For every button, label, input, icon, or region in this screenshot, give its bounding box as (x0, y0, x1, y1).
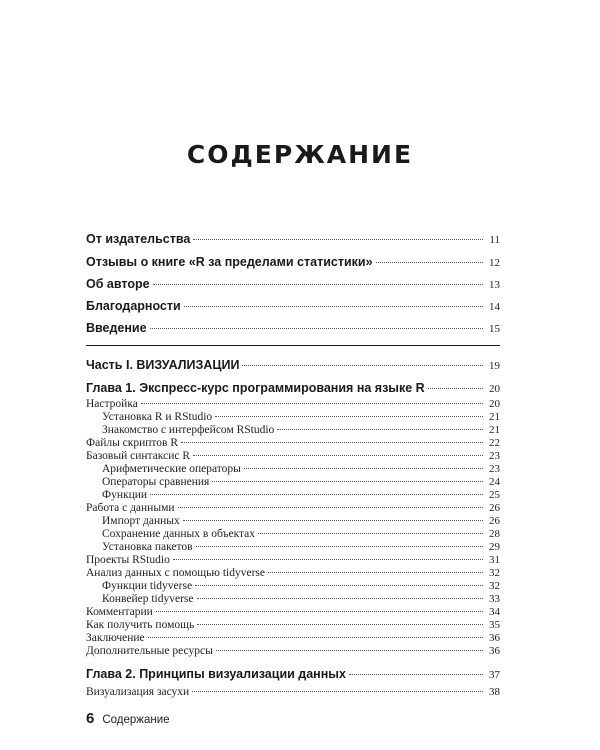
toc-entry[interactable] (86, 515, 500, 527)
toc-entry-label: Импорт данных (102, 515, 180, 527)
toc-entry[interactable] (86, 277, 500, 291)
toc-entry[interactable] (86, 476, 500, 488)
toc-entry-page: 11 (489, 234, 500, 246)
toc-entry-page: 36 (489, 632, 500, 644)
toc-entry-label: Визуализация засухи (86, 686, 190, 698)
toc-entry-page: 29 (489, 541, 500, 553)
leader-dots (141, 403, 483, 404)
toc-entry-label: Файлы скриптов R (86, 437, 179, 449)
leader-dots (258, 533, 483, 534)
toc-entry-label: От издательства (86, 232, 191, 246)
toc-entry-page: 35 (489, 619, 500, 631)
toc-entry-page: 37 (489, 669, 500, 681)
toc-entry-page: 33 (489, 593, 500, 605)
toc-entry-label: Дополнительные ресурсы (86, 645, 213, 657)
leader-dots (148, 637, 483, 638)
leader-dots (173, 559, 483, 560)
toc-entry-page: 24 (489, 476, 500, 488)
toc-entry-page: 12 (489, 257, 500, 269)
leader-dots (242, 365, 483, 366)
toc-entry-label: Работа с данными (86, 502, 175, 514)
toc-entry[interactable] (86, 580, 500, 592)
toc-entry-label: Анализ данных с помощью tidyverse (86, 567, 266, 579)
leader-dots (156, 611, 483, 612)
leader-dots (215, 416, 483, 417)
toc-entry-page: 20 (489, 398, 500, 410)
leader-dots (192, 691, 483, 692)
toc-chapter-entry[interactable] (86, 381, 500, 395)
leader-dots (197, 624, 483, 625)
toc-entry-label: Установка пакетов (102, 541, 193, 553)
toc-entry-page: 26 (489, 502, 500, 514)
leader-dots (212, 481, 483, 482)
leader-dots (181, 442, 483, 443)
toc-entry[interactable] (86, 424, 500, 436)
leader-dots (376, 262, 483, 263)
toc-entry[interactable] (86, 645, 500, 657)
toc-entry[interactable] (86, 255, 500, 269)
toc-entry-label: Благодарности (86, 299, 181, 313)
toc-entry-label: Конвейер tidyverse (102, 593, 194, 605)
toc-entry-page: 25 (489, 489, 500, 501)
toc-entry[interactable] (86, 593, 500, 605)
toc-entry-page: 19 (489, 360, 500, 372)
toc-entry[interactable] (86, 567, 500, 579)
toc-entry-label: Установка R и RStudio (102, 411, 213, 423)
toc-entry-label: Знакомство с интерфейсом RStudio (102, 424, 275, 436)
toc-entry-page: 36 (489, 645, 500, 657)
toc-entry[interactable] (86, 606, 500, 618)
toc-entry-label: Проекты RStudio (86, 554, 170, 566)
toc-entry-page: 26 (489, 515, 500, 527)
leader-dots (193, 239, 483, 240)
toc-entry-label: Сохранение данных в объектах (102, 528, 256, 540)
toc-entry-page: 32 (489, 580, 500, 592)
toc-entry[interactable] (86, 686, 500, 698)
toc-entry-page: 34 (489, 606, 500, 618)
toc-entry[interactable] (86, 450, 500, 462)
toc-entry-page: 32 (489, 567, 500, 579)
leader-dots (196, 546, 483, 547)
leader-dots (184, 306, 483, 307)
toc-entry-page: 21 (489, 411, 500, 423)
toc-entry-label: Глава 2. Принципы визуализации данных (86, 667, 346, 681)
toc-entry-page: 20 (489, 383, 500, 395)
leader-dots (183, 520, 483, 521)
part-divider (86, 345, 500, 346)
leader-dots (244, 468, 483, 469)
toc-entry-page: 15 (489, 323, 500, 335)
toc-entry[interactable] (86, 437, 500, 449)
toc-entry[interactable] (86, 502, 500, 514)
leader-dots (216, 650, 483, 651)
leader-dots (153, 284, 483, 285)
toc-entry[interactable] (86, 398, 500, 410)
toc-entry-label: Функции (102, 489, 148, 501)
toc-entry-page: 31 (489, 554, 500, 566)
toc-entry-page: 23 (489, 463, 500, 475)
toc-part-entry[interactable] (86, 358, 500, 372)
toc-entry[interactable] (86, 489, 500, 501)
leader-dots (197, 598, 483, 599)
toc-entry-label: Комментарии (86, 606, 153, 618)
leader-dots (150, 494, 483, 495)
toc-entry-label: Об авторе (86, 277, 150, 291)
toc-chapter-entry[interactable] (86, 667, 500, 681)
toc-entry[interactable] (86, 632, 500, 644)
toc-entry-page: 14 (489, 301, 500, 313)
toc-entry-label: Часть I. ВИЗУАЛИЗАЦИИ (86, 358, 240, 372)
toc-entry-label: Функции tidyverse (102, 580, 193, 592)
leader-dots (277, 429, 483, 430)
toc-entry-page: 22 (489, 437, 500, 449)
toc-entry-page: 28 (489, 528, 500, 540)
toc-entry-label: Как получить помощь (86, 619, 195, 631)
toc-entry-page: 21 (489, 424, 500, 436)
toc-entry-label: Операторы сравнения (102, 476, 210, 488)
toc-entry-label: Настройка (86, 398, 138, 410)
leader-dots (150, 328, 483, 329)
toc-entry[interactable] (86, 528, 500, 540)
toc-entry[interactable] (86, 232, 500, 246)
toc-entry-label: Арифметические операторы (102, 463, 241, 475)
toc-entry[interactable] (86, 411, 500, 423)
toc-entry-page: 13 (489, 279, 500, 291)
toc-entry-page: 38 (489, 686, 500, 698)
footer-label: Содержание (102, 714, 170, 726)
toc-entry[interactable] (86, 541, 500, 553)
toc-entry-label: Заключение (86, 632, 145, 644)
leader-dots (193, 455, 483, 456)
toc-entry[interactable] (86, 463, 500, 475)
page-title: СОДЕРЖАНИЕ (186, 140, 414, 169)
footer-page-number: 6 (86, 710, 95, 727)
leader-dots (195, 585, 483, 586)
toc-entry[interactable] (86, 321, 500, 335)
toc-entry-label: Введение (86, 321, 147, 335)
leader-dots (349, 674, 483, 675)
toc-entry-label: Глава 1. Экспресс-курс программирования на языке R (86, 381, 425, 395)
toc-entry[interactable] (86, 619, 500, 631)
toc-entry-label: Базовый синтаксис R (86, 450, 191, 462)
toc-entry-page: 23 (489, 450, 500, 462)
toc-entry[interactable] (86, 554, 500, 566)
leader-dots (178, 507, 484, 508)
toc-entry[interactable] (86, 299, 500, 313)
toc-entry-label: Отзывы о книге «R за пределами статистики» (86, 255, 373, 269)
page-footer (86, 710, 170, 727)
leader-dots (268, 572, 483, 573)
leader-dots (428, 388, 483, 389)
